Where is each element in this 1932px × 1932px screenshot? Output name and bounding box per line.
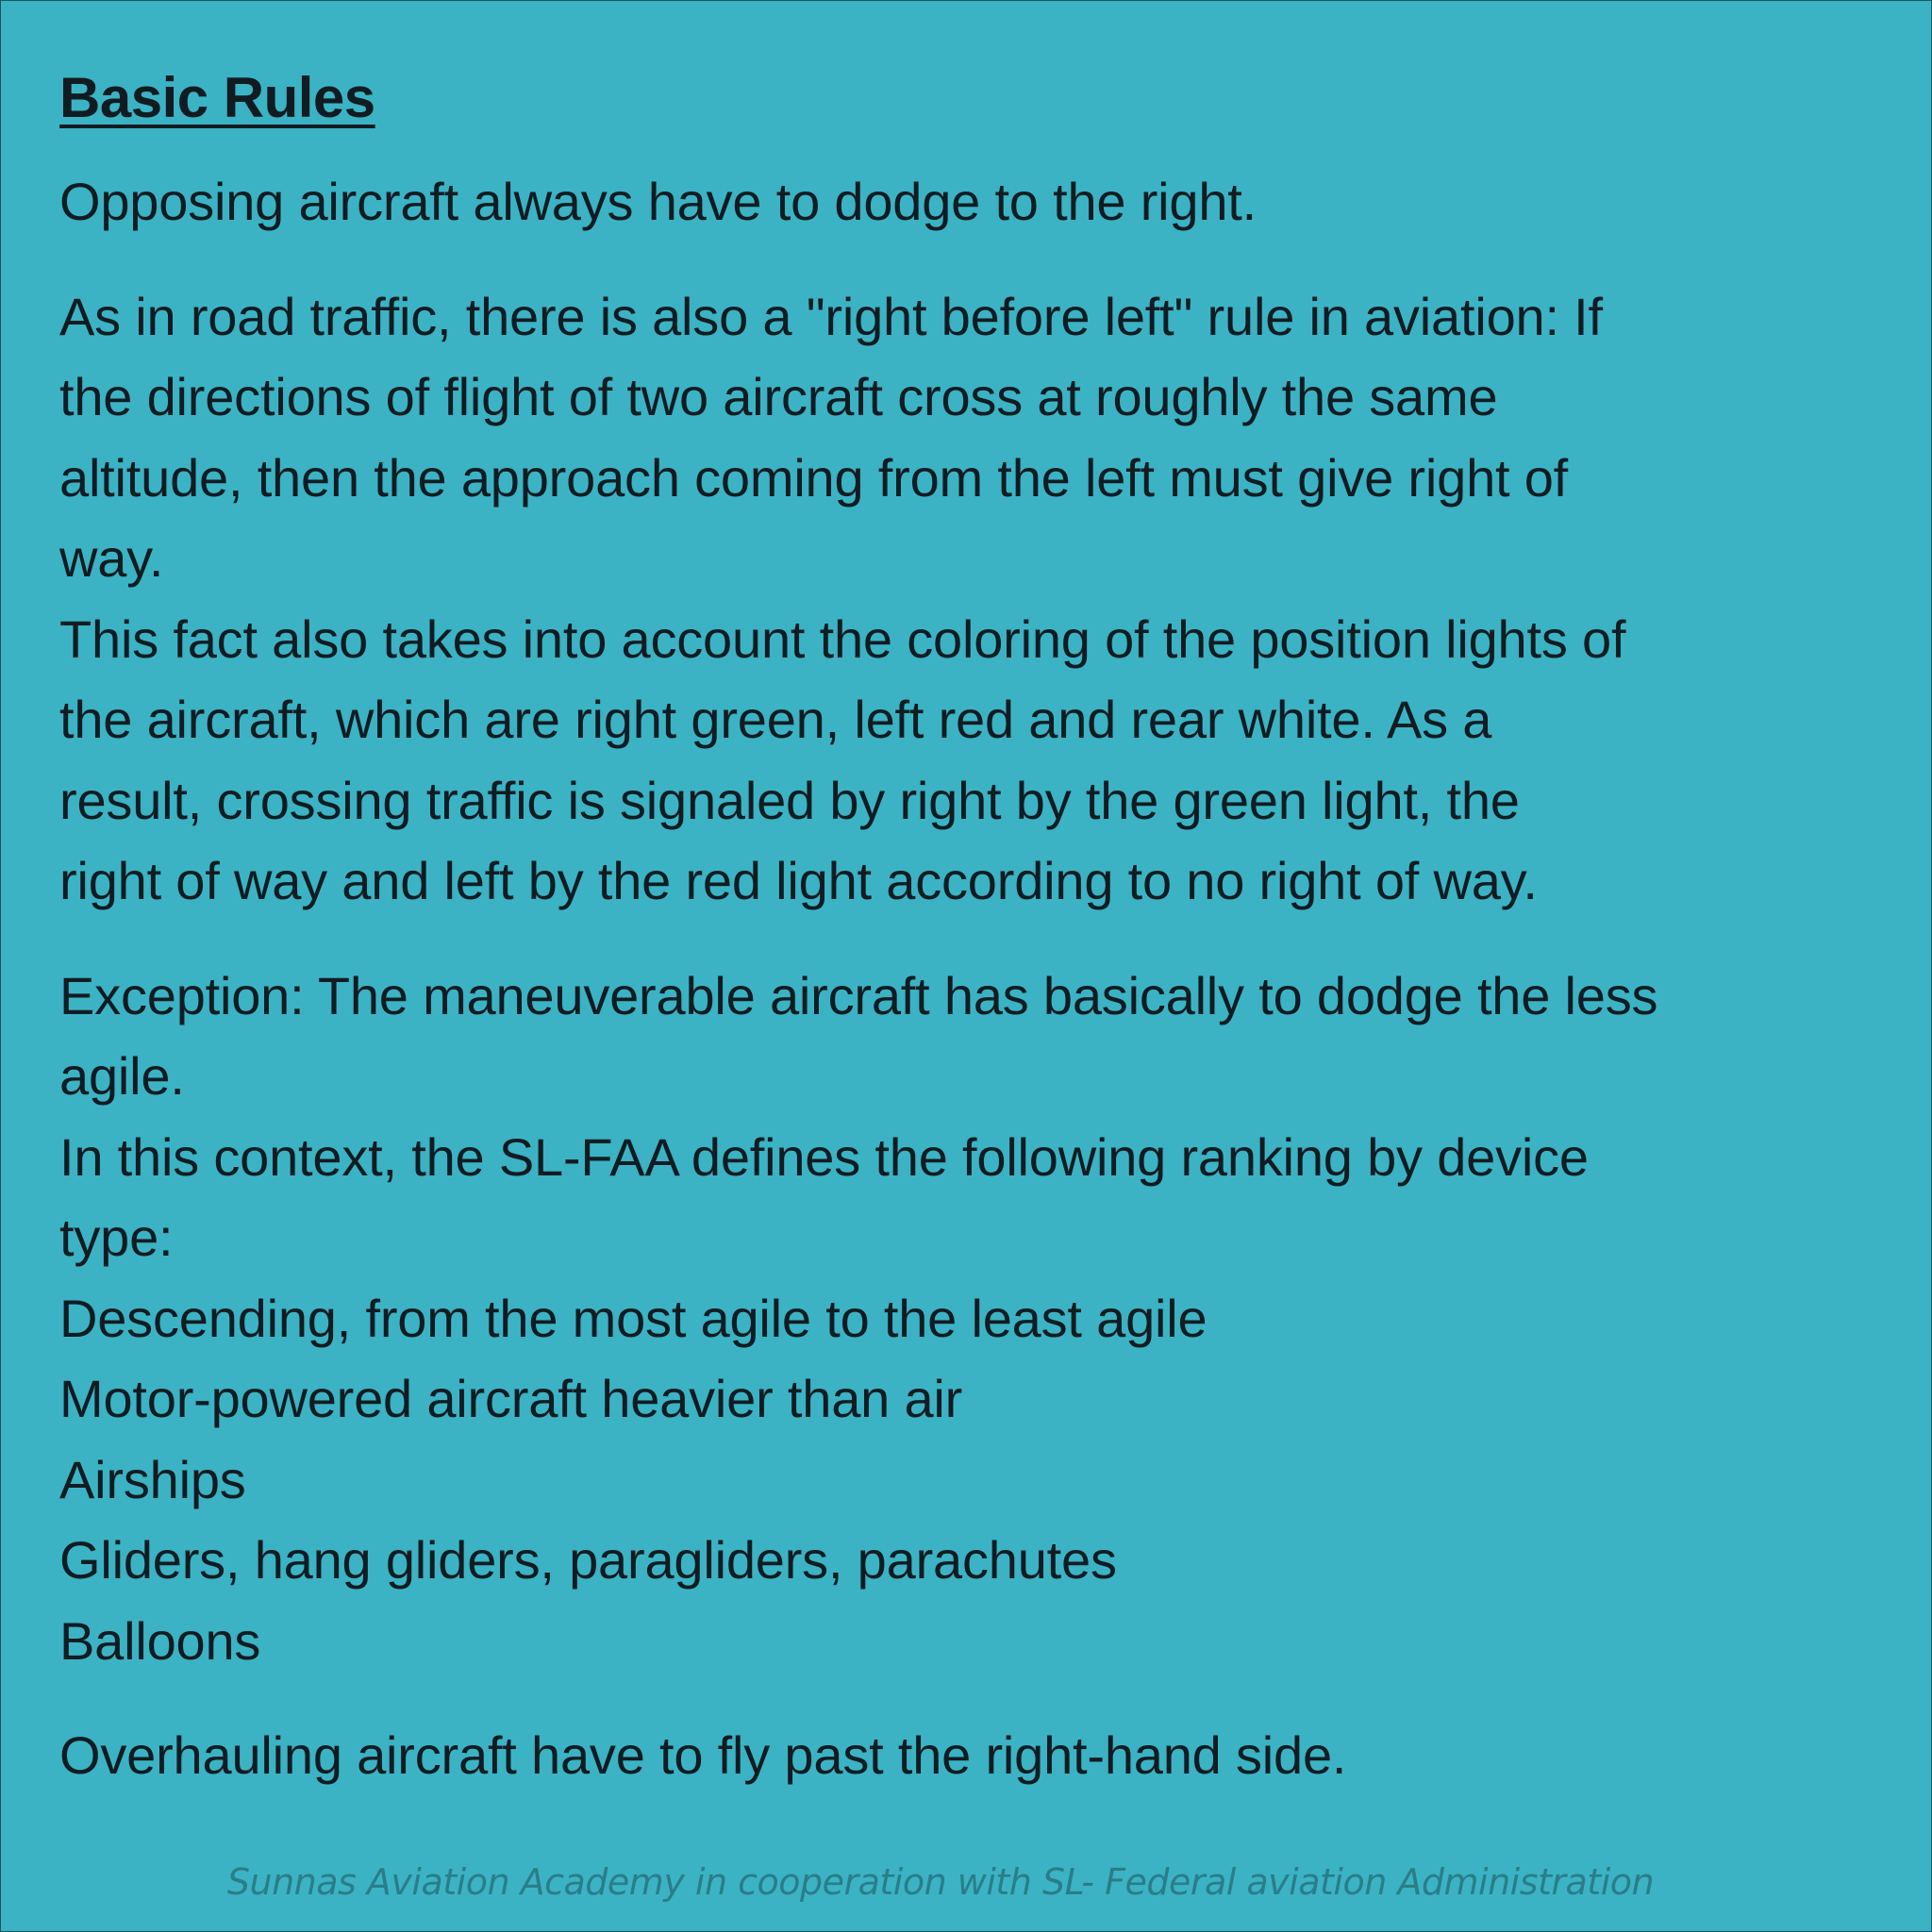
rule-opposing-paragraph: Opposing aircraft always have to dodge to the right. [59, 172, 1257, 231]
footer-credit: Sunnas Aviation Academy in cooperation with SL- Federal aviation Administration [226, 1861, 1655, 1903]
paragraph-line: Exception: The maneuverable aircraft has basically to dodge the less [59, 965, 1658, 1025]
paragraph-line: altitude, then the approach coming from the left must give right of [59, 447, 1569, 508]
ranking-item: Motor-powered aircraft heavier than air [59, 1369, 963, 1428]
paragraph-line: agile. [59, 1046, 185, 1106]
ranking-item: Balloons [59, 1610, 261, 1671]
ranking-item: Gliders, hang gliders, paragliders, parachutes [59, 1530, 1117, 1590]
paragraph-line: type: [59, 1208, 174, 1267]
ranking-intro-line: Descending, from the most agile to the least agile [59, 1288, 1208, 1348]
paragraph-line: the aircraft, which are right green, left red and rear white. As a [59, 690, 1492, 749]
paragraph-line: In this context, the SL-FAA defines the following ranking by device [59, 1126, 1589, 1187]
paragraph-line: way. [59, 528, 164, 588]
ranking-item: Airships [59, 1449, 246, 1509]
rule-overhauling-paragraph: Overhauling aircraft have to fly past the right-hand side. [59, 1725, 1347, 1785]
exception-paragraph [59, 956, 1899, 1682]
paragraph-line: result, crossing traffic is signaled by right by the green light, the [59, 770, 1520, 830]
paragraph-line: As in road traffic, there is also a "right before left" rule in aviation: If [59, 286, 1603, 346]
slide-content [59, 56, 1899, 1796]
rule-right-before-left-paragraph [59, 276, 1899, 922]
paragraph-line: the directions of flight of two aircraft cross at roughly the same [59, 367, 1498, 426]
paragraph-line: This fact also takes into account the coloring of the position lights of [59, 608, 1626, 669]
paragraph-line: right of way and left by the red light according to no right of way. [59, 851, 1538, 910]
page-title: Basic Rules [59, 66, 375, 129]
